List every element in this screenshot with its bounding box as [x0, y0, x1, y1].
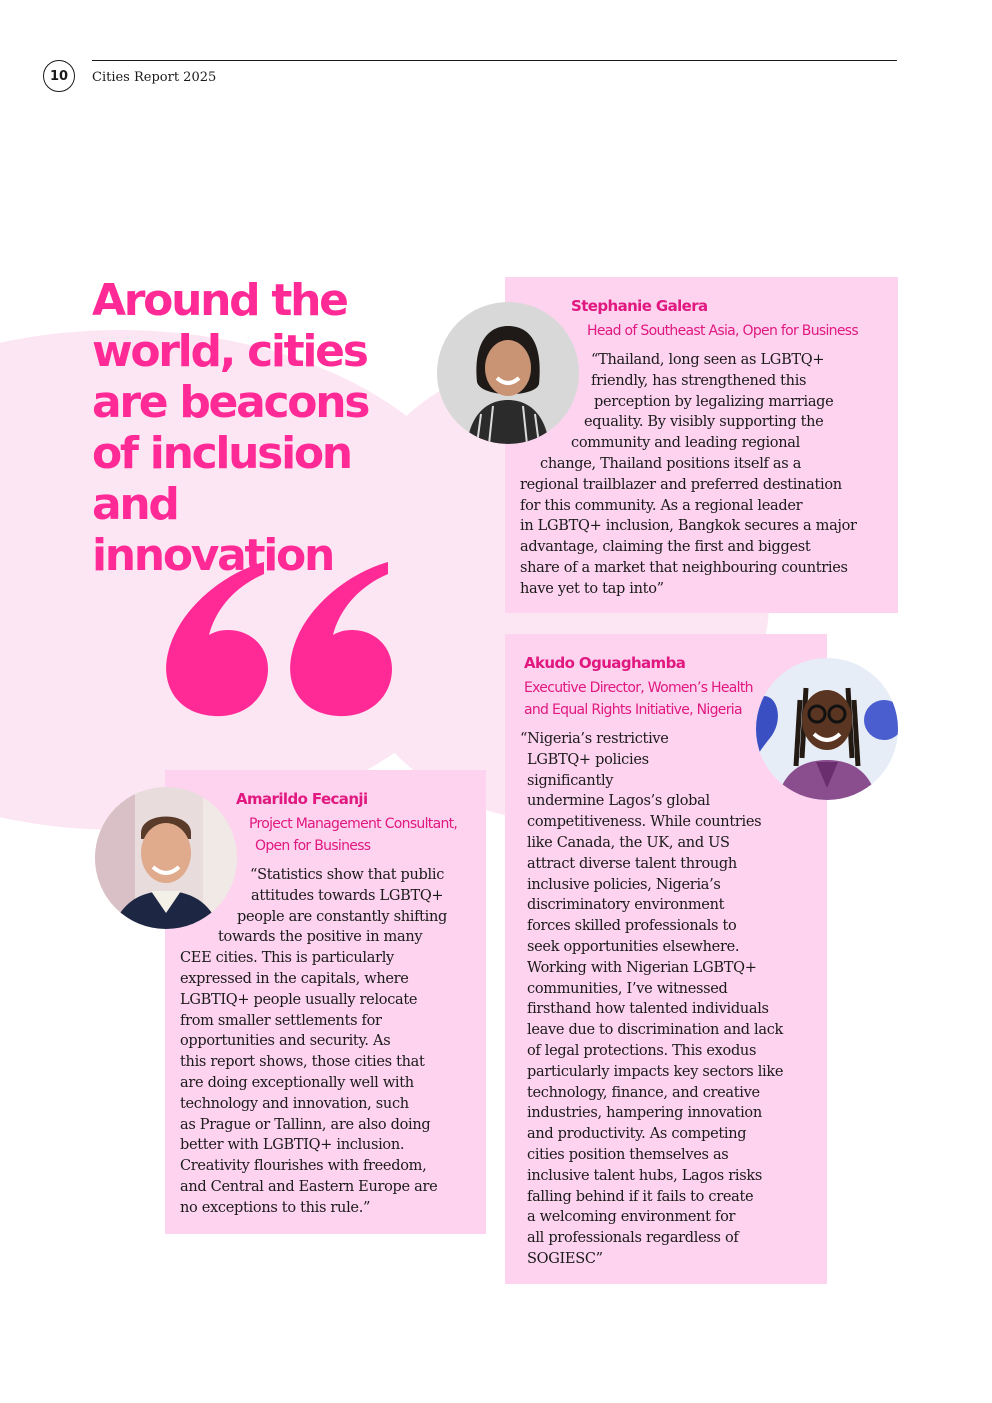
profile-name: Amarildo Fecanji — [236, 790, 368, 808]
profile-name: Stephanie Galera — [571, 297, 708, 315]
report-title: Cities Report 2025 — [92, 70, 217, 85]
profile-role: Head of Southeast Asia, Open for Business — [587, 323, 858, 339]
profile-role: Executive Director, Women’s Health and Equal Rights Initiative, Nigeria — [524, 680, 753, 718]
profile-role: Project Management Consultant, Open for Business — [249, 816, 458, 854]
profile-name: Akudo Oguaghamba — [524, 654, 686, 672]
opening-quote-mark-icon — [164, 558, 396, 718]
profile-quote: “Statistics show that public attitudes towards LGBTQ+ people are constantly shifting towards the positive in many CEE cities. This is particularly expressed in the capitals, where LGBTIQ+ people usually relocate from smaller settlements for opportunities and security. As this report shows, those cities that are doing exceptionally well with technology and innovation, such as Prague or Tallinn, are also doing better with LGBTIQ+ inclusion. Creativity flourishes with freedom, and Central and Eastern Europe are no exceptions to this rule.” — [180, 867, 448, 1216]
page-headline: Around the world, cities are beacons of inclusion and innovation — [92, 275, 369, 581]
profile-quote: “Nigeria’s restrictive LGBTQ+ policies significantly undermine Lagos’s global competitiveness. While countries like Canada, the UK, and US attract diverse talent through inclusive policies, Nigeria’s discriminatory environment forces skilled professionals to seek opportunities elsewhere. Working with Nigerian LGBTQ+ communities, I’ve witnessed firsthand how talented individuals leave due to discrimination and lack of legal protections. This exodus particularly impacts key sectors like technology, finance, and creative industries, hampering innovation and productivity. As competing cities position themselves as inclusive talent hubs, Lagos risks falling behind if it fails to create a welcoming environment for all professionals regardless of SOGIESC” — [520, 731, 784, 1267]
profile-quote: “Thailand, long seen as LGBTQ+ friendly, has strengthened this perception by legalizing marriage equality. By visibly supporting the community and leading regional change, Thailand positions itself as a regional trailblazer and preferred destination for this community. As a regional leader in LGBTQ+ inclusion, Bangkok secures a major advantage, claiming the first and biggest share of a market that neighbouring countries have yet to tap into” — [520, 352, 857, 597]
header-rule — [92, 60, 897, 61]
page-number: 10 — [43, 60, 75, 92]
